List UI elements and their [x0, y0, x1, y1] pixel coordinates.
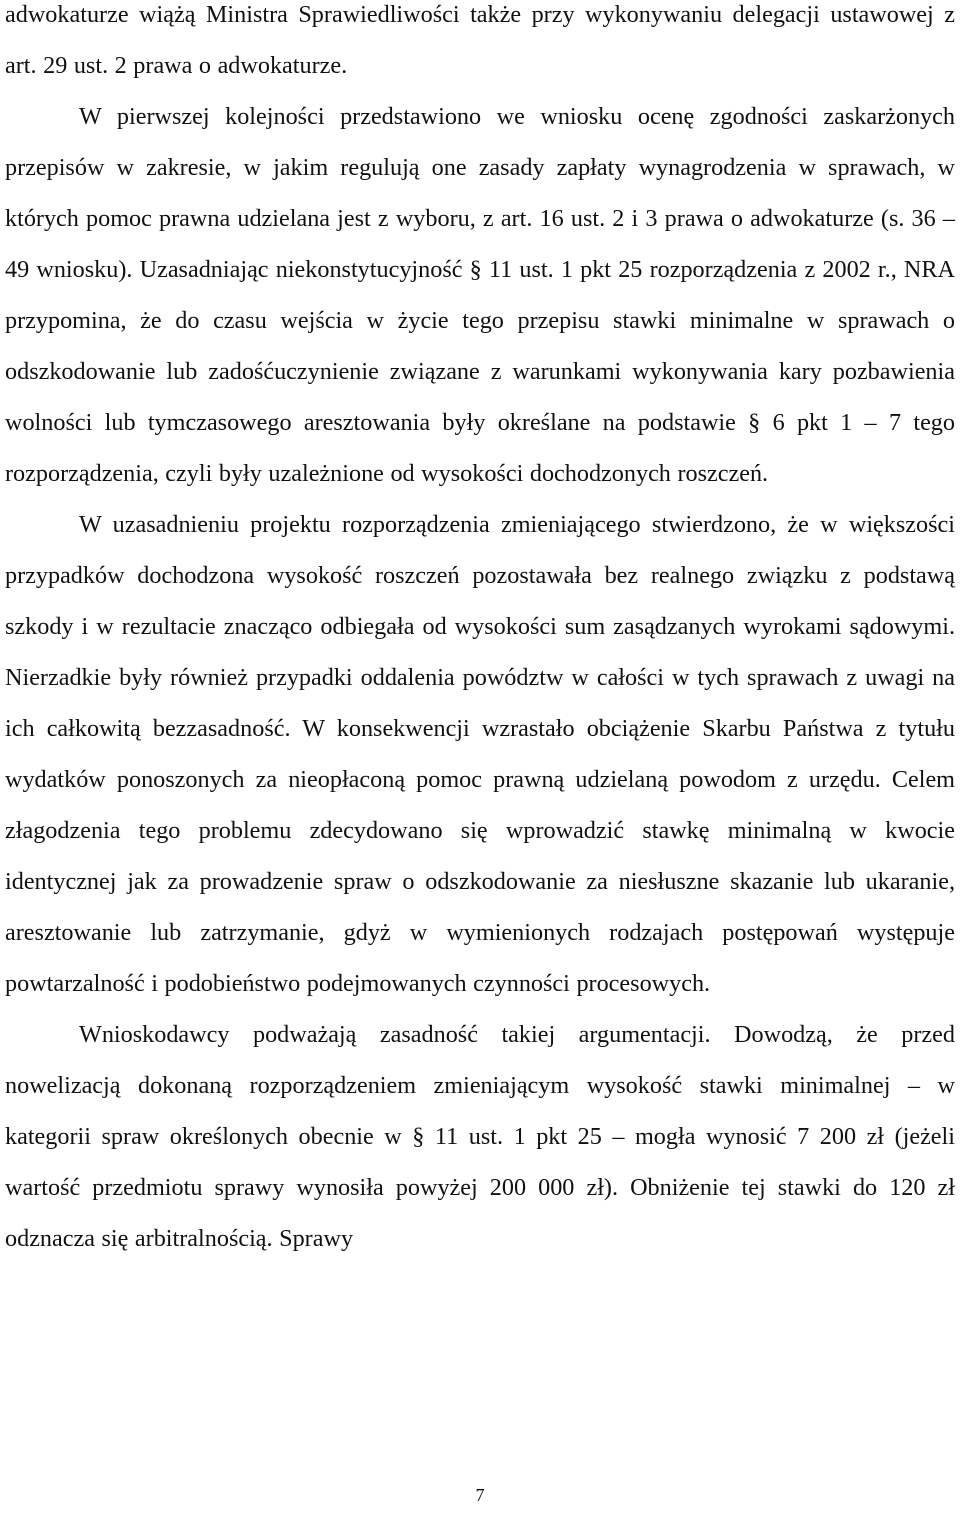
paragraph-justification: W uzasadnieniu projektu rozporządzenia zmieniającego stwierdzono, że w większości przypadków dochodzona wysokość roszczeń pozostawała bez realnego związku z podstawą szkody i w rezultacie znacząco odbiegała od wysokości sum zasądzanych wyrokami sądowymi. Nierzadkie były również przypadki oddalenia powództw w całości w tych sprawach z uwagi na ich całkowitą bezzasadność. W konsekwencji wzrastało obciążenie Skarbu Państwa z tytułu wydatków ponoszonych za nieopłaconą pomoc prawną udzielaną powodom z urzędu. Celem złagodzenia tego problemu zdecydowano się wprowadzić stawkę minimalną w kwocie identycznej jak za prowadzenie spraw o odszkodowanie za niesłuszne skazanie lub ukaranie, aresztowanie lub zatrzymanie, gdyż w wymienionych rodzajach postępowań występuje powtarzalność i podobieństwo podejmowanych czynności procesowych. — [5, 511, 955, 997]
paragraph-continuation: adwokaturze wiążą Ministra Sprawiedliwości także przy wykonywaniu delegacji ustawowej z art. 29 ust. 2 prawa o adwokaturze. — [5, 1, 955, 79]
page-number: 7 — [475, 1485, 485, 1505]
document-page — [5, 0, 955, 1264]
paragraph-applicants-argument: Wnioskodawcy podważają zasadność takiej argumentacji. Dowodzą, że przed nowelizacją dokonaną rozporządzeniem zmieniającym wysokość stawki minimalnej – w kategorii spraw określonych obecnie w § 11 ust. 1 pkt 25 – mogła wynosić 7 200 zł (jeżeli wartość przedmiotu sprawy wynosiła powyżej 200 000 zł). Obniżenie tej stawki do 120 zł odznacza się arbitralnością. Sprawy — [5, 1021, 955, 1252]
paragraph-assessment-intro: W pierwszej kolejności przedstawiono we wniosku ocenę zgodności zaskarżonych przepisów w zakresie, w jakim regulują one zasady zapłaty wynagrodzenia w sprawach, w których pomoc prawna udzielana jest z wyboru, z art. 16 ust. 2 i 3 prawa o adwokaturze (s. 36 – 49 wniosku). Uzasadniając niekonstytucyjność § 11 ust. 1 pkt 25 rozporządzenia z 2002 r., NRA przypomina, że do czasu wejścia w życie tego przepisu stawki minimalne w sprawach o odszkodowanie lub zadośćuczynienie związane z warunkami wykonywania kary pozbawienia wolności lub tymczasowego aresztowania były określane na podstawie § 6 pkt 1 – 7 tego rozporządzenia, czyli były uzależnione od wysokości dochodzonych roszczeń. — [5, 103, 955, 487]
